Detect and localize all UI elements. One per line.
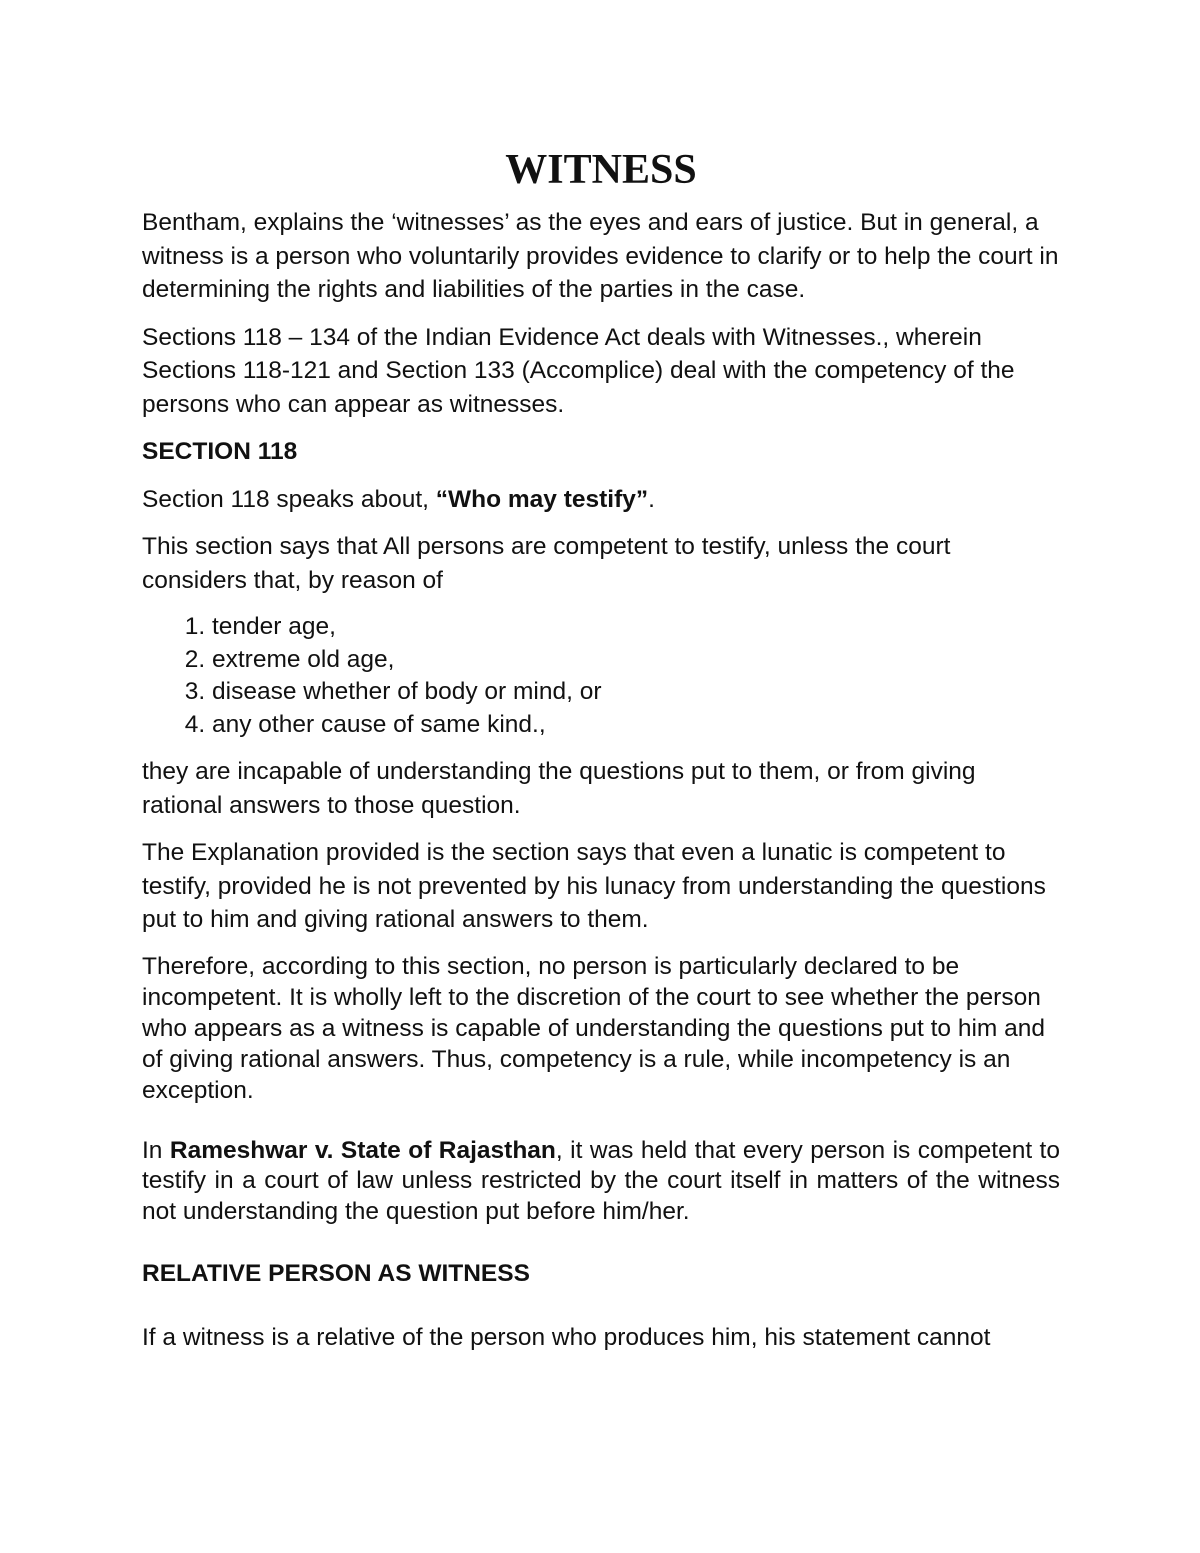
who-may-testify-quote: “Who may testify” [435,485,649,513]
incapacity-list [142,611,1060,741]
section-118-intro-end: . [648,485,655,513]
therefore-paragraph: Therefore, according to this section, no person is particularly declared to be incompetent. It is wholly left to the discretion of the court to see whether the person who appears as a witness is capable of understanding the questions put to him and of giving rational answers. Thus, competency is a rule, while incompetency is an exception. [142,952,1045,1104]
section-118-intro-text: Section 118 speaks about, [142,485,436,513]
section-118-heading: SECTION 118 [142,438,298,465]
case-name: Rameshwar v. State of Rajasthan [169,1136,556,1164]
section-118-intro [142,483,1060,517]
section-118-paragraph: This section says that All persons are competent to testify, unless the court considers that, by reason of [142,533,951,594]
list-item: 4. any other cause of same kind., [212,709,1060,742]
document-title: WITNESS [505,147,697,193]
case-text: , it was held that every person is competent to testify in a court of law unless restricted by the court itself in matters of the witness not understanding the question put before him/her. [142,1136,1060,1225]
explanation-paragraph: The Explanation provided is the section says that even a lunatic is competent to testify, provided he is not prevented by his lunacy from understanding the questions put to him and giving rational answers to them. [142,839,1046,933]
case-intro: In [142,1136,170,1164]
relative-witness-heading: RELATIVE PERSON AS WITNESS [142,1260,530,1287]
document-body [142,142,1060,1368]
after-list-paragraph: they are incapable of understanding the questions put to them, or from giving rational answers to those question. [142,758,976,819]
list-item: 1. tender age, [212,611,1060,644]
sections-paragraph: Sections 118 – 134 of the Indian Evidence Act deals with Witnesses., wherein Sections 118-121 and Section 133 (Accomplice) deal with the competency of the persons who can appear as witnesses. [142,323,1015,418]
list-item: 3. disease whether of body or mind, or [212,676,1060,709]
relative-witness-paragraph: If a witness is a relative of the person who produces him, his statement cannot [142,1323,991,1351]
intro-paragraph: Bentham, explains the ‘witnesses’ as the eyes and ears of justice. But in general, a witness is a person who voluntarily provides evidence to clarify or to help the court in determining the rights and liabilities of the parties in the case. [142,209,1059,303]
list-item: 2. extreme old age, [212,644,1060,677]
case-paragraph [142,1136,1060,1228]
